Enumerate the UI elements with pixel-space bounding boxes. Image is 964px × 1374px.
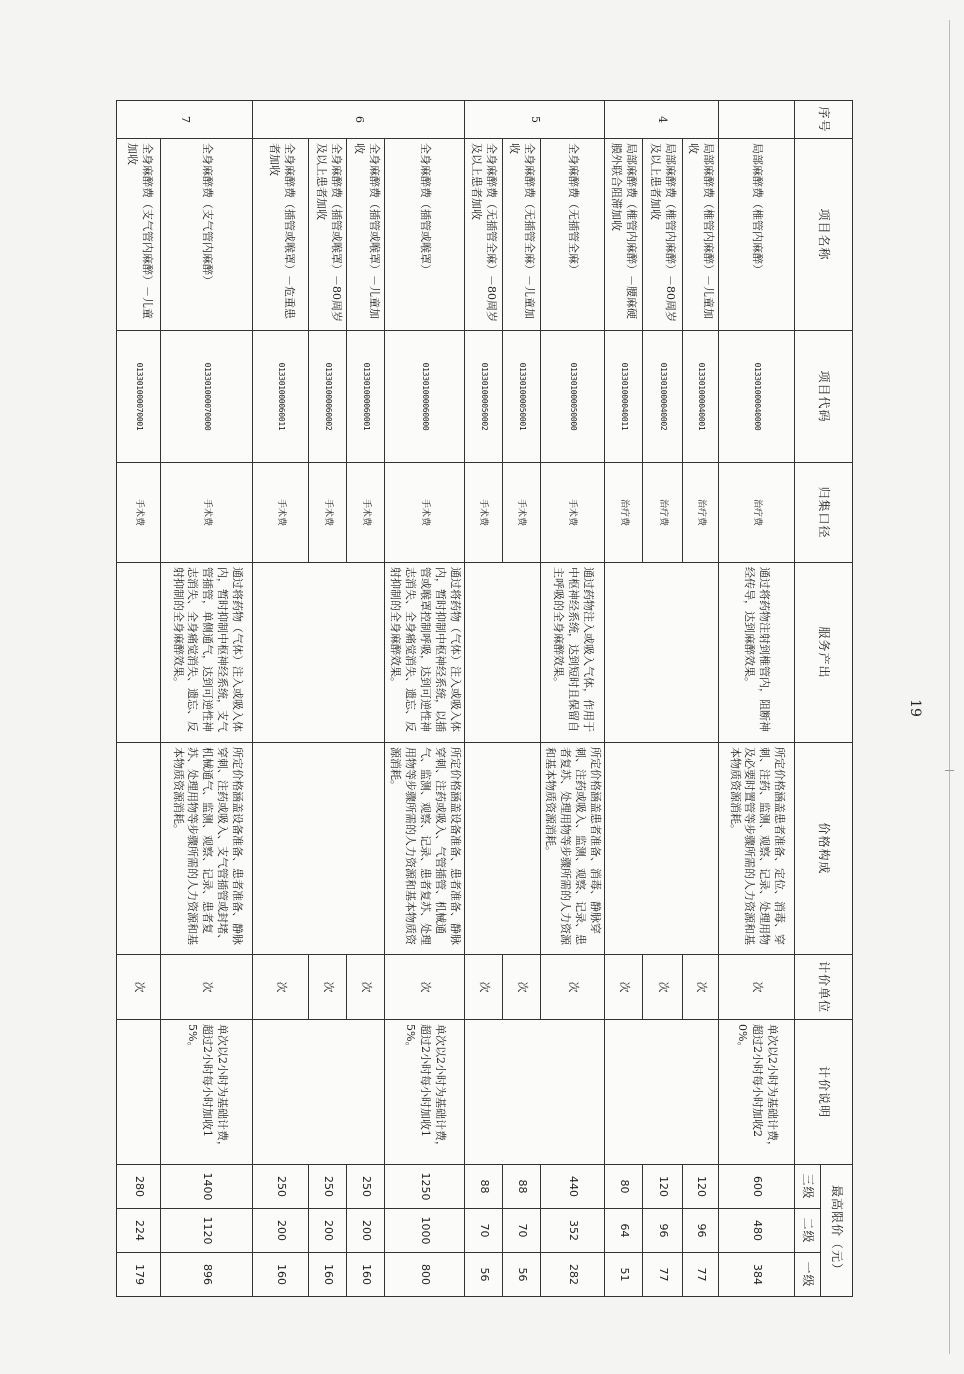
item-category: 手术费	[385, 463, 464, 563]
price-level3: 120	[643, 1165, 683, 1209]
table-row	[117, 101, 161, 1297]
item-composition-empty	[253, 743, 385, 955]
price-level2: 1000	[385, 1209, 464, 1253]
item-name: 局部麻醉费（椎管内麻醉）－腰麻硬膜外联合阻滞加收	[605, 139, 643, 331]
price-level3: 250	[253, 1165, 309, 1209]
item-code: 013301000060002	[309, 331, 347, 463]
item-category: 手术费	[253, 463, 309, 563]
price-level1: 384	[719, 1253, 795, 1297]
group-number: 6	[253, 101, 464, 139]
header-code: 项目代码	[795, 331, 853, 463]
price-level1: 282	[540, 1253, 604, 1297]
item-name: 局部麻醉费（椎管内麻醉）－80周岁及以上患者加收	[643, 139, 683, 331]
price-level2: 96	[643, 1209, 683, 1253]
page-number: 19	[907, 699, 923, 717]
group-number: 4	[605, 101, 719, 139]
item-code: 013301000070000	[161, 331, 253, 463]
item-category: 治疗费	[643, 463, 683, 563]
price-level1: 56	[502, 1253, 540, 1297]
item-service: 通过将药物（气体）注入或吸入体内，暂时抑制中枢神经系统，以插管或喉罩控制呼吸，达到可逆性神志消失、全身痛觉消失、遗忘、反射抑制的全身麻醉效果。	[385, 563, 464, 743]
item-category: 治疗费	[719, 463, 795, 563]
price-level1: 56	[464, 1253, 502, 1297]
item-name: 全身麻醉费（无插管全麻）	[540, 139, 604, 331]
price-level3: 250	[347, 1165, 385, 1209]
item-composition-empty	[117, 743, 161, 955]
header-category: 归集口径	[795, 463, 853, 563]
item-name: 全身麻醉费（插管或喉罩）－危重患者加收	[253, 139, 309, 331]
table-row	[347, 101, 385, 1297]
price-level1: 160	[309, 1253, 347, 1297]
scan-tick	[945, 770, 954, 771]
item-unit: 次	[502, 955, 540, 1020]
price-level1: 160	[347, 1253, 385, 1297]
item-composition-empty	[464, 743, 540, 955]
item-unit: 次	[464, 955, 502, 1020]
table-row	[161, 101, 253, 1297]
price-level1: 179	[117, 1253, 161, 1297]
header-level2: 二级	[795, 1209, 821, 1253]
price-level1: 77	[643, 1253, 683, 1297]
price-table	[116, 100, 853, 1297]
item-composition: 所定价格涵盖患者准备、消毒、静脉穿刺、注药或吸入、监测、观察、记录、患者复苏、处理用物等步骤所需的人力资源和基本物质资源消耗。	[540, 743, 604, 955]
item-unit: 次	[117, 955, 161, 1020]
item-category: 手术费	[161, 463, 253, 563]
item-composition: 所定价格涵盖设备准备、患者准备、静脉穿刺、注药或吸入、支气管插管或封堵、机械通气、监测、观察、记录、患者复苏、处理用物等步骤所需的人力资源和基本物质资源消耗。	[161, 743, 253, 955]
rotated-page	[123, 100, 853, 1296]
price-level2: 224	[117, 1209, 161, 1253]
header-seq: 序号	[795, 101, 853, 139]
header-name: 项目名称	[795, 139, 853, 331]
item-category: 手术费	[347, 463, 385, 563]
item-note: 单次以2小时为基础计费，超过2小时每小时加收20%。	[719, 1020, 795, 1165]
item-code: 013301000040011	[605, 331, 643, 463]
price-level2: 1120	[161, 1209, 253, 1253]
item-code: 013301000050002	[464, 331, 502, 463]
price-level2: 70	[464, 1209, 502, 1253]
item-name: 全身麻醉费（无插管全麻）－儿童加收	[502, 139, 540, 331]
item-name: 局部麻醉费（椎管内麻醉）－儿童加收	[683, 139, 719, 331]
item-category: 手术费	[502, 463, 540, 563]
price-level3: 1250	[385, 1165, 464, 1209]
item-unit: 次	[719, 955, 795, 1020]
item-code: 013301000040000	[719, 331, 795, 463]
item-category: 手术费	[309, 463, 347, 563]
price-level3: 440	[540, 1165, 604, 1209]
item-unit: 次	[161, 955, 253, 1020]
price-level3: 120	[683, 1165, 719, 1209]
item-note-empty	[605, 1020, 719, 1165]
item-unit: 次	[347, 955, 385, 1020]
price-level2: 96	[683, 1209, 719, 1253]
item-service-empty	[605, 563, 719, 743]
item-note-empty	[464, 1020, 604, 1165]
group-number: 5	[464, 101, 604, 139]
item-composition-empty	[605, 743, 719, 955]
header-max-price: 最高限价（元）	[821, 1165, 853, 1297]
item-code: 013301000060000	[385, 331, 464, 463]
price-level3: 280	[117, 1165, 161, 1209]
item-unit: 次	[385, 955, 464, 1020]
header-level3: 三级	[795, 1165, 821, 1209]
price-level3: 1400	[161, 1165, 253, 1209]
price-level2: 200	[253, 1209, 309, 1253]
header-unit: 计价单位	[795, 955, 853, 1020]
item-unit: 次	[309, 955, 347, 1020]
seq-cell	[719, 101, 795, 139]
price-level3: 250	[309, 1165, 347, 1209]
price-level3: 88	[502, 1165, 540, 1209]
item-code: 013301000060011	[253, 331, 309, 463]
price-level3: 80	[605, 1165, 643, 1209]
price-level2: 352	[540, 1209, 604, 1253]
item-note-empty	[117, 1020, 161, 1165]
item-service: 通过药物注入或吸入气体，作用于中枢神经系统，达到短时且保留自主呼吸的全身麻醉效果。	[540, 563, 604, 743]
item-service-empty	[253, 563, 385, 743]
item-name: 全身麻醉费（插管或喉罩）	[385, 139, 464, 331]
item-composition: 所定价格涵盖设备准备、患者准备、静脉穿刺、注药或吸入、气管插管、机械通气、监测、观察、记录、患者复苏、处理用物等步骤所需的人力资源和基本物质资源消耗。	[385, 743, 464, 955]
group-number: 7	[117, 101, 253, 139]
item-service: 通过将药物注射到椎管内，阻断神经传导，达到麻醉效果。	[719, 563, 795, 743]
price-level1: 896	[161, 1253, 253, 1297]
price-level2: 70	[502, 1209, 540, 1253]
item-note: 单次以2小时为基础计费，超过2小时每小时加收15%。	[161, 1020, 253, 1165]
item-name: 全身麻醉费（插管或喉罩）－儿童加收	[347, 139, 385, 331]
item-category: 手术费	[117, 463, 161, 563]
table-row	[540, 101, 604, 1297]
item-unit: 次	[643, 955, 683, 1020]
header-note: 计价说明	[795, 1020, 853, 1165]
item-category: 手术费	[540, 463, 604, 563]
price-level1: 51	[605, 1253, 643, 1297]
item-code: 013301000040002	[643, 331, 683, 463]
item-unit: 次	[540, 955, 604, 1020]
item-category: 治疗费	[605, 463, 643, 563]
scan-edge	[949, 20, 950, 1354]
item-service-empty	[464, 563, 540, 743]
price-level1: 160	[253, 1253, 309, 1297]
price-level1: 800	[385, 1253, 464, 1297]
item-name: 全身麻醉费（插管或喉罩）－80周岁及以上患者加收	[309, 139, 347, 331]
item-category: 治疗费	[683, 463, 719, 563]
item-service-empty	[117, 563, 161, 743]
item-name: 全身麻醉费（支气管内麻醉）－儿童加收	[117, 139, 161, 331]
item-code: 013301000070001	[117, 331, 161, 463]
price-level2: 64	[605, 1209, 643, 1253]
item-category: 手术费	[464, 463, 502, 563]
header-composition: 价格构成	[795, 743, 853, 955]
item-code: 013301000040001	[683, 331, 719, 463]
item-unit: 次	[605, 955, 643, 1020]
item-code: 013301000060001	[347, 331, 385, 463]
item-code: 013301000050000	[540, 331, 604, 463]
price-level2: 200	[309, 1209, 347, 1253]
price-level2: 200	[347, 1209, 385, 1253]
price-level3: 600	[719, 1165, 795, 1209]
table-row	[385, 101, 464, 1297]
item-service: 通过将药物（气体）注入或吸入体内，暂时抑制中枢神经系统，支气管插管，单侧通气，达到可逆性神志消失、全身痛觉消失、遗忘、反射抑制的全身麻醉效果。	[161, 563, 253, 743]
item-name: 局部麻醉费（椎管内麻醉）	[719, 139, 795, 331]
price-level2: 480	[719, 1209, 795, 1253]
item-note-empty	[253, 1020, 385, 1165]
item-unit: 次	[253, 955, 309, 1020]
item-name: 全身麻醉费（无插管全麻）－80周岁及以上患者加收	[464, 139, 502, 331]
item-code: 013301000050001	[502, 331, 540, 463]
price-level3: 88	[464, 1165, 502, 1209]
item-note: 单次以2小时为基础计费，超过2小时每小时加收15%。	[385, 1020, 464, 1165]
item-composition: 所定价格涵盖患者准备、定位、消毒、穿刺、注药、监测、观察、记录、处理用物及必要时置管等步骤所需的人力资源和基本物质资源消耗。	[719, 743, 795, 955]
header-service: 服务产出	[795, 563, 853, 743]
table-row	[683, 101, 719, 1297]
price-level1: 77	[683, 1253, 719, 1297]
item-unit: 次	[683, 955, 719, 1020]
header-level1: 一级	[795, 1253, 821, 1297]
table-row	[719, 101, 795, 1297]
item-name: 全身麻醉费（支气管内麻醉）	[161, 139, 253, 331]
